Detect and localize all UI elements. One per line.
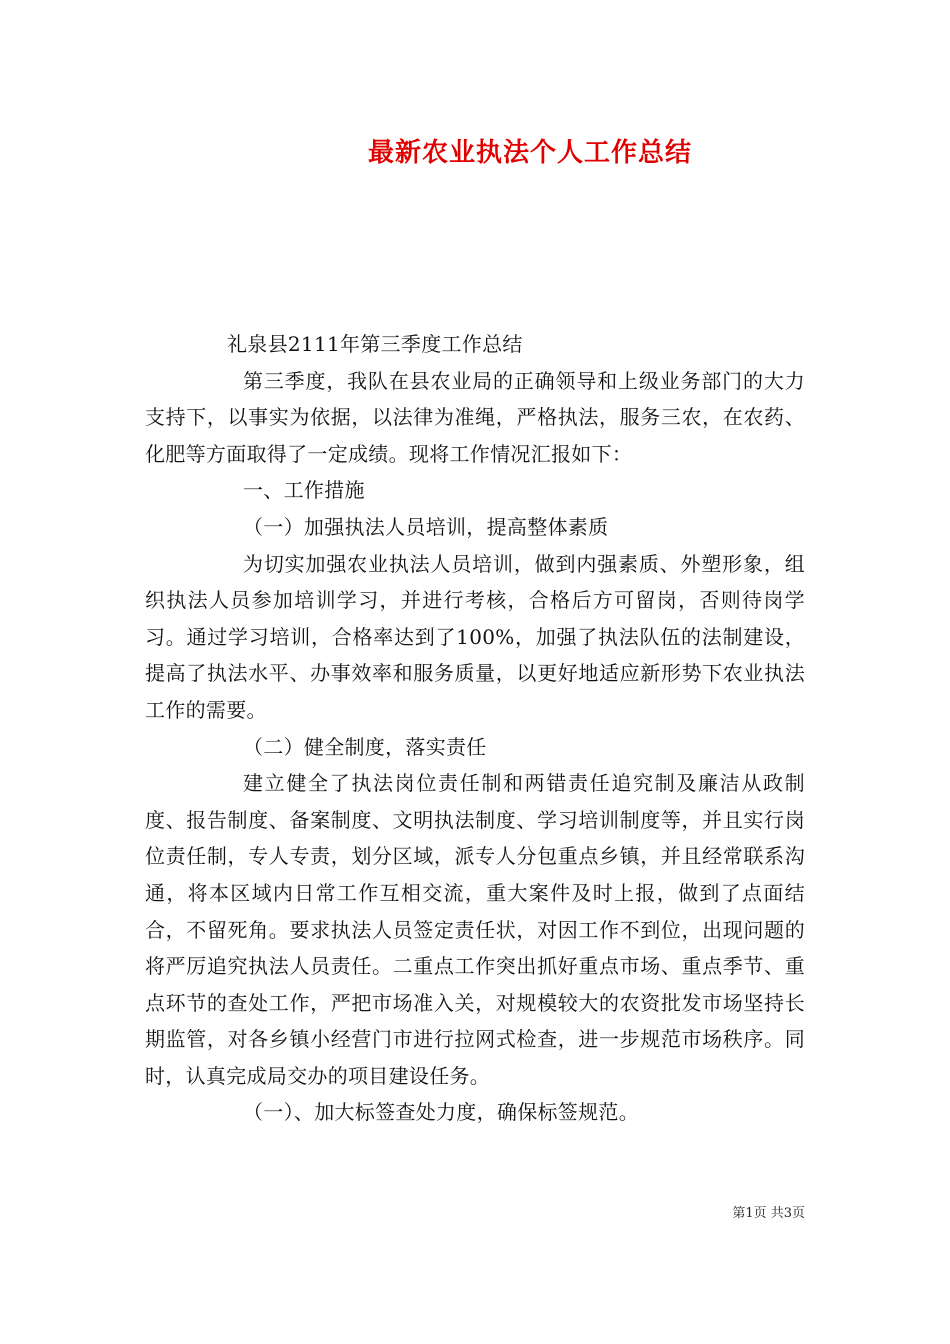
system-paragraph: 建立健全了执法岗位责任制和两错责任追究制及廉洁从政制度、报告制度、备案制度、文明执法制度、学习培训制度等，并且实行岗位责任制，专人专责，划分区域，派专人分包重点乡镇，并且经常联系沟通，将本区域内日常工作互相交流，重大案件及时上报，做到了点面结合，不留死角。要求执法人员签定责任状，对因工作不到位，出现问题的将严厉追究执法人员责任。二重点工作突出抓好重点市场、重点季节、重点环节的查处工作，严把市场准入关，对规模较大的农资批发市场坚持长期监管，对各乡镇小经营门市进行拉网式检查，进一步规范市场秩序。同时，认真完成局交办的项目建设任务。	[145, 771, 805, 1088]
subsection-heading-training: （一）加强执法人员培训，提高整体素质	[243, 514, 609, 539]
document-subtitle: 礼泉县2111年第三季度工作总结	[227, 332, 523, 356]
subsection-heading-label-inspection: （一）、加大标签查处力度，确保标签规范。	[243, 1100, 639, 1125]
section-heading-work-measures: 一、工作措施	[243, 478, 365, 503]
document-body	[145, 326, 805, 1131]
training-paragraph: 为切实加强农业执法人员培训，做到内强素质、外塑形象，组织执法人员参加培训学习，并进行考核，合格后方可留岗，否则待岗学习。通过学习培训，合格率达到了100%，加强了执法队伍的法制建设，提高了执法水平、办事效率和服务质量，以更好地适应新形势下农业执法工作的需要。	[145, 551, 805, 722]
page-number-footer: 第1页 共3页	[732, 1206, 805, 1221]
intro-paragraph: 第三季度，我队在县农业局的正确领导和上级业务部门的大力支持下，以事实为依据，以法律为准绳，严格执法，服务三农，在农药、化肥等方面取得了一定成绩。现将工作情况汇报如下：	[145, 368, 805, 466]
document-title: 最新农业执法个人工作总结	[367, 138, 692, 168]
subsection-heading-system: （二）健全制度，落实责任	[243, 734, 487, 759]
